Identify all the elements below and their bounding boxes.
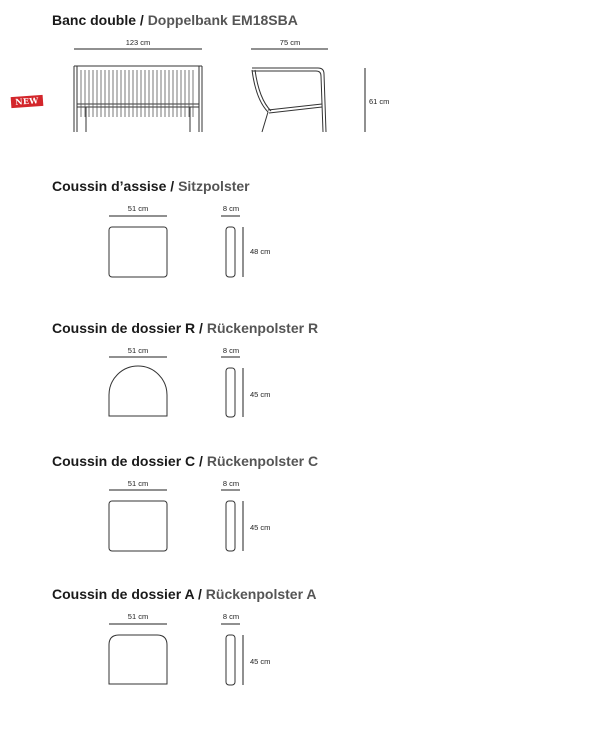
title-separator: /: [139, 12, 144, 28]
back-a-height-label: 45 cm: [250, 657, 271, 666]
back-a-title-fr: Coussin de dossier A: [52, 586, 195, 602]
seat-cushion-title: [52, 178, 250, 194]
seat-title-de: Sitzpolster: [178, 178, 250, 194]
back-c-thickness-label: 8 cm: [222, 479, 240, 488]
back-c-height-label: 45 cm: [250, 523, 271, 532]
bench-title-fr: Banc double: [52, 12, 137, 28]
seat-width-label: 51 cm: [127, 204, 149, 213]
back-a-width-label: 51 cm: [127, 612, 149, 621]
bench-depth-label: 75 cm: [279, 38, 301, 47]
back-c-width-label: 51 cm: [127, 479, 149, 488]
back-cushion-c-drawing: [109, 490, 243, 551]
back-r-title: [52, 320, 318, 336]
bench-front-view: [74, 49, 202, 132]
back-cushion-a-drawing: [109, 624, 243, 685]
back-r-width-label: 51 cm: [127, 346, 149, 355]
back-r-height-label: 45 cm: [250, 390, 271, 399]
seat-title-fr: Coussin d’assise: [52, 178, 167, 194]
new-badge: NEW: [11, 95, 44, 108]
back-c-title-de: Rückenpolster C: [206, 453, 319, 469]
seat-height-label: 48 cm: [250, 247, 271, 256]
title-separator: /: [170, 178, 175, 194]
back-a-title: [52, 586, 317, 602]
back-r-thickness-label: 8 cm: [222, 346, 240, 355]
back-c-title: [52, 453, 318, 469]
back-cushion-r-drawing: [109, 357, 243, 417]
bench-width-label: 123 cm: [125, 38, 151, 47]
bench-side-view: [251, 49, 365, 132]
back-c-title-fr: Coussin de dossier C: [52, 453, 196, 469]
title-separator: /: [198, 586, 202, 602]
back-r-title-fr: Coussin de dossier R: [52, 320, 196, 336]
back-r-title-de: Rückenpolster R: [206, 320, 319, 336]
title-separator: /: [199, 320, 203, 336]
bench-height-label: 61 cm: [369, 97, 390, 106]
back-a-title-de: Rückenpolster A: [205, 586, 317, 602]
title-separator: /: [199, 453, 203, 469]
bench-title-de: Doppelbank EM18SBA: [147, 12, 298, 28]
seat-cushion-drawing: [109, 216, 243, 277]
seat-thickness-label: 8 cm: [222, 204, 240, 213]
back-a-thickness-label: 8 cm: [222, 612, 240, 621]
